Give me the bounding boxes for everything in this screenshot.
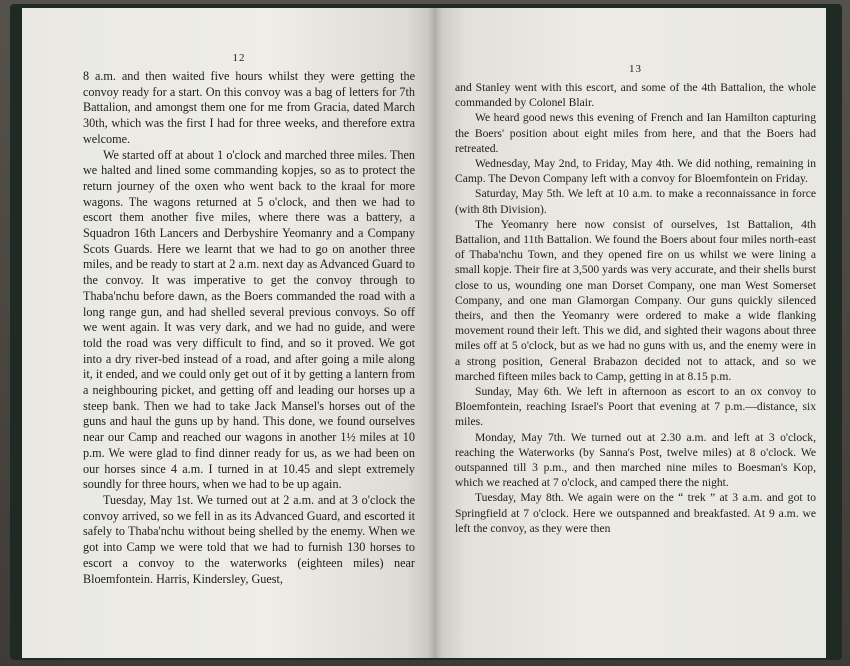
left-page-text (83, 69, 415, 587)
left-page-number: 12 (232, 52, 246, 64)
paragraph: Wednesday, May 2nd, to Friday, May 4th. We did nothing, remaining in Camp. The Devon Company left with a convoy for Bloemfontein on Friday. (455, 157, 816, 186)
paragraph: 8 a.m. and then waited five hours whilst they were getting the convoy ready for a start. On this convoy was a bag of letters for 7th Battalion, and amongst them one for me from Gracia, dated March 30th, which was the first I had for three weeks, and therefore extra welcome. (83, 69, 415, 146)
right-page-text (455, 80, 816, 536)
paragraph: Tuesday, May 8th. We again were on the “ trek ” at 3 a.m. and got to Springfield at 7 o'clock. Here we outspanned and breakfasted. At 9 a.m. we left the convoy, as they were then (455, 491, 816, 535)
paragraph: Tuesday, May 1st. We turned out at 2 a.m. and at 3 o'clock the convoy arrived, so we fell in as its Advanced Guard, and escorted it safely to Thaba'nchu without being shelled by the enemy. When we got into Camp we were told that we had to furnish 130 horses to escort a convoy to the waterworks (eighteen miles) near Bloemfontein. Harris, Kindersley, Guest, (83, 492, 415, 586)
paragraph: We heard good news this evening of French and Ian Hamilton capturing the Boers' position about eight miles from here, and that the Boers had retreated. (455, 111, 816, 155)
right-page (435, 8, 826, 658)
book-spine-shadow (428, 8, 442, 658)
paragraph: Monday, May 7th. We turned out at 2.30 a.m. and left at 3 o'clock, reaching the Waterworks (by Sanna's Post, twelve miles) at 8 o'clock. We outspanned till 3 p.m., and then marched nine miles to Boesman's Kop, which we reached at 7 o'clock, and camped there the night. (455, 430, 816, 490)
paragraph: Saturday, May 5th. We left at 10 a.m. to make a reconnaissance in force (with 8th Division). (455, 187, 816, 216)
paragraph: The Yeomanry here now consist of ourselves, 1st Battalion, 4th Battalion, and 11th Battalion. We found the Boers about four miles north-east of Thaba'nchu Town, and they opened fire on us whilst we were lining a small kopje. Their fire at 3,500 yards was very accurate, and their shells burst close to us, wounding one man Dorset Company, one man West Somerset Company, and one man Glamorgan Company. Our guns quickly silenced theirs, and then the Yeomanry were ordered to make a wide flanking movement round their left. This we did, and sighted their wagons about three miles off at 5 o'clock, but as we had no guns with us, and the enemy were in a strong position, General Brabazon decided not to attack, and so we marched fifteen miles back to Camp, getting in at 8.15 p.m. (455, 217, 816, 383)
right-page-number: 13 (629, 63, 642, 75)
left-page (22, 8, 435, 658)
paragraph: and Stanley went with this escort, and some of the 4th Battalion, the whole commanded by Colonel Blair. (455, 81, 816, 110)
paragraph: Sunday, May 6th. We left in afternoon as escort to an ox convoy to Bloemfontein, reaching Israel's Poort that evening at 7 p.m.—distance, six miles. (455, 385, 816, 429)
paragraph: We started off at about 1 o'clock and marched three miles. Then we halted and lined some commanding kopjes, so as to protect the return journey of the oxen who went back to the kraal for more wagons. The wagons returned at 5 o'clock, and then we had to escort them another five miles, where there was a battery, a Squadron 16th Lancers and Derbyshire Yeomanry and a Company Scots Guards. Here we learnt that we had to go on another three miles, and be ready to start at 2 a.m. next day as Advanced Guard to the convoy. It was imperative to get the convoy through to Thaba'nchu before dawn, as the Boers commanded the road with a long range gun, and had shelled several previous convoys. So off we went again. It was very dark, and we had no guide, and were told the road was very difficult to find, and so it proved. We got into a dry river-bed instead of a road, and after going a mile along it, it ended, and we could only get out of it by getting a lantern from a neighbouring picket, and getting off and leading our horses up a steep bank. Then we had to take Jack Mansel's horses out of the guns and haul the guns up by hand. This done, we found ourselves near our Camp and reached our wagons in another 1½ miles at 10 p.m. We were glad to find dinner ready for us, as we had been on our horses since 4 a.m. I turned in at 10.45 and slept extremely soundly for three hours, when we had to be up again. (83, 147, 416, 492)
